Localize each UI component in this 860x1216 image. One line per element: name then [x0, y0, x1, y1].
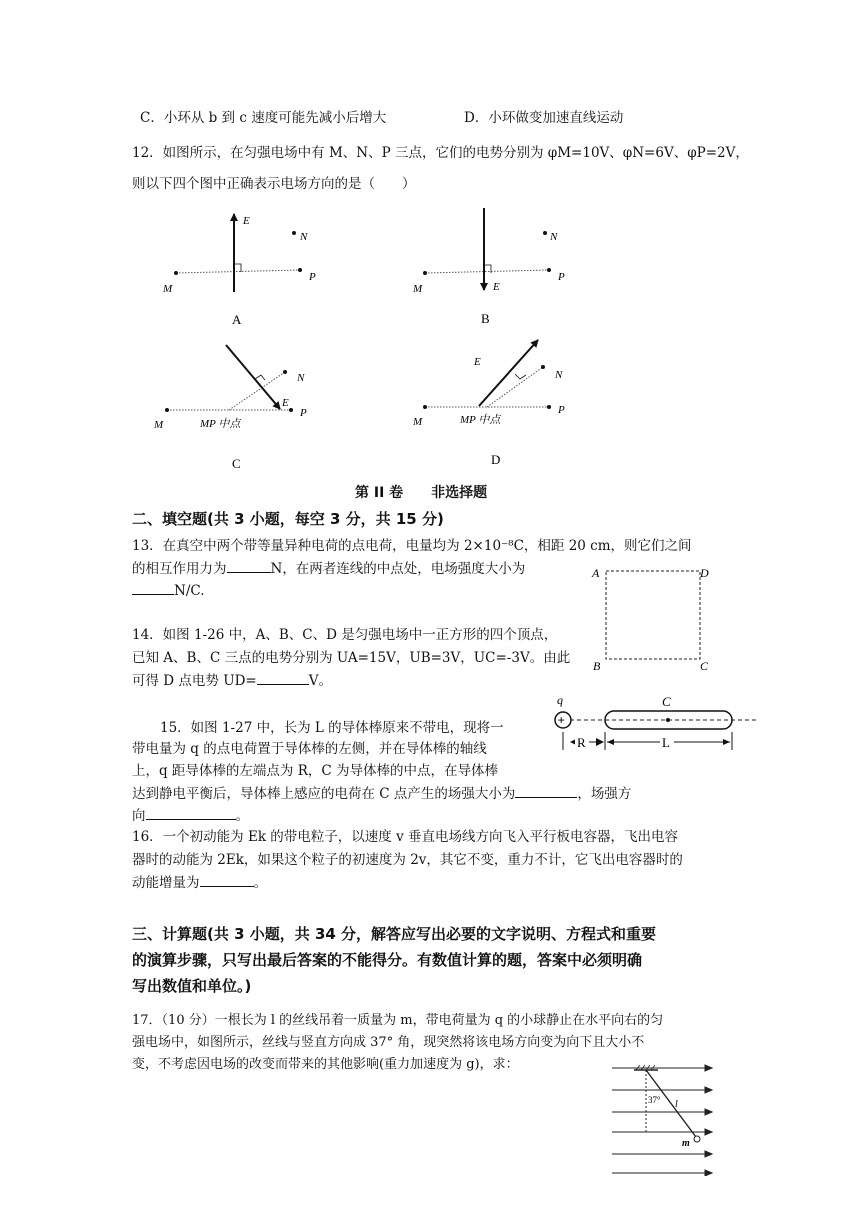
q17-line3: 变，不考虑因电场的改变而带来的其他影响(重力加速度为 g)，求：: [132, 1057, 519, 1072]
q15-line1: 15．如图 1-27 中，长为 L 的导体棒原来不带电，现将一: [160, 720, 504, 736]
label-p: P: [309, 271, 316, 283]
label-q: q: [557, 693, 563, 707]
label-n: N: [555, 369, 563, 381]
q13-line1: 13．在真空中两个带等量异种电荷的点电荷，电量均为 2×10⁻⁸C，相距 20 cm，则它们之间: [132, 538, 692, 554]
vertex-a: A: [592, 566, 600, 580]
label-r: R: [577, 735, 586, 750]
label-e: E: [243, 215, 250, 227]
q13-line3: [132, 580, 205, 601]
label-m: M: [154, 419, 164, 431]
answer-blank[interactable]: [515, 783, 577, 798]
figure-a: [162, 214, 316, 295]
label-m: M: [413, 283, 423, 295]
figure-b: [412, 208, 565, 295]
label-e: E: [282, 397, 289, 409]
q16-line1: 16．一个初动能为 Ek 的带电粒子，以速度 v 垂直电场线方向飞入平行板电容器，飞出电容: [132, 829, 679, 845]
q15-line3: 上，q 距导体棒的左端点为 R，C 为导体棒的中点，在导体棒: [132, 763, 499, 779]
q13-text: N/C.: [174, 583, 205, 599]
q12-figures: [0, 0, 860, 480]
label-l: L: [662, 735, 670, 750]
q16-line2: 器时的动能为 2Ek，如果这个粒子的初速度为 2v，其它不变，重力不计，它飞出电容器时的: [132, 852, 683, 868]
answer-blank[interactable]: [257, 670, 309, 685]
vertex-b: B: [593, 659, 601, 673]
label-e: E: [493, 281, 500, 293]
q14-line3: [132, 670, 332, 691]
q14-line1: 14．如图 1-26 中，A、B、C、D 是匀强电场中一正方形的四个顶点，: [132, 627, 558, 643]
figure-d: [412, 340, 565, 428]
caption-a: A: [232, 312, 242, 327]
q13-text: 的相互作用力为: [132, 561, 227, 577]
square-figure: [590, 560, 720, 675]
q16-text: 。: [253, 875, 267, 891]
q12-line2: 则以下四个图中正确表示电场方向的是（ ）: [132, 176, 416, 192]
q14-line2: 已知 A、B、C 三点的电势分别为 UA=15V，UB=3V，UC=-3V。由此: [132, 650, 571, 666]
rod-figure: [545, 690, 760, 760]
label-c: C: [662, 694, 671, 709]
pendulum-figure: [608, 1056, 723, 1176]
q15-line2: 带电量为 q 的点电荷置于导体棒的左侧，并在导体棒的轴线: [132, 741, 487, 757]
section2-title: 二、填空题(共 3 小题，每空 3 分，共 15 分): [132, 510, 444, 528]
q15-line4: [132, 783, 631, 804]
caption-c: C: [232, 456, 241, 471]
plus-sign: +: [557, 712, 565, 728]
q17-line1: 17．（10 分）一根长为 l 的丝线吊着一质量为 m，带电荷量为 q 的小球静止在水平向右的匀: [132, 1013, 664, 1028]
part2-title: 第 II 卷 非选择题: [355, 485, 488, 501]
label-m: M: [163, 283, 173, 295]
q13-line2: [132, 558, 525, 579]
label-p: P: [300, 407, 307, 419]
angle-label: 37°: [648, 1095, 661, 1105]
option-c: C．小环从 b 到 c 速度可能先减小后增大: [140, 110, 387, 126]
q15-text: 向: [132, 808, 146, 824]
answer-blank[interactable]: [200, 872, 254, 887]
vertex-d: D: [700, 566, 709, 580]
label-m: M: [413, 416, 423, 428]
q16-line3: [132, 872, 267, 893]
label-n: N: [300, 231, 308, 243]
caption-d: D: [491, 452, 501, 467]
q15-text: 。: [235, 808, 249, 824]
q15-text: 达到静电平衡后，导体棒上感应的电荷在 C 点产生的场强大小为: [132, 786, 516, 802]
label-p: P: [558, 271, 565, 283]
q15-line5: [132, 805, 249, 826]
section3-line1: 三、计算题(共 3 小题，共 34 分，解答应写出必要的文字说明、方程式和重要: [132, 925, 657, 943]
label-midpoint: MP 中点: [200, 418, 241, 430]
section3-line2: 的演算步骤，只写出最后答案的不能得分。有数值计算的题，答案中必须明确: [132, 951, 643, 969]
label-n: N: [550, 231, 558, 243]
answer-blank[interactable]: [146, 805, 236, 820]
answer-blank[interactable]: [132, 580, 174, 595]
figure-c: [153, 345, 307, 431]
label-midpoint: MP 中点: [460, 414, 501, 426]
section3-line3: 写出数值和单位。): [132, 977, 252, 995]
q16-text: 动能增量为: [132, 875, 200, 891]
q15-text: ，场强方: [577, 786, 632, 802]
caption-b: B: [481, 311, 490, 326]
label-p: P: [558, 404, 565, 416]
q14-text: 可得 D 点电势 UD=: [132, 673, 257, 689]
option-d: D．小环做变加速直线运动: [464, 110, 624, 126]
length-label: l: [675, 1099, 678, 1110]
q12-line1: 12．如图所示，在匀强电场中有 M、N、P 三点，它们的电势分别为 φM=10V、φN=6V、φP=2V，: [132, 145, 749, 161]
mass-label: m: [682, 1138, 690, 1149]
answer-blank[interactable]: [227, 558, 271, 573]
label-e: E: [474, 356, 481, 368]
q14-text: V。: [308, 673, 332, 689]
q17-line2: 强电场中，如图所示，丝线与竖直方向成 37° 角，现突然将该电场方向变为向下且大小不: [132, 1035, 645, 1050]
label-n: N: [297, 372, 305, 384]
q13-text: N，在两者连线的中点处，电场强度大小为: [270, 561, 526, 577]
vertex-c: C: [700, 659, 709, 673]
